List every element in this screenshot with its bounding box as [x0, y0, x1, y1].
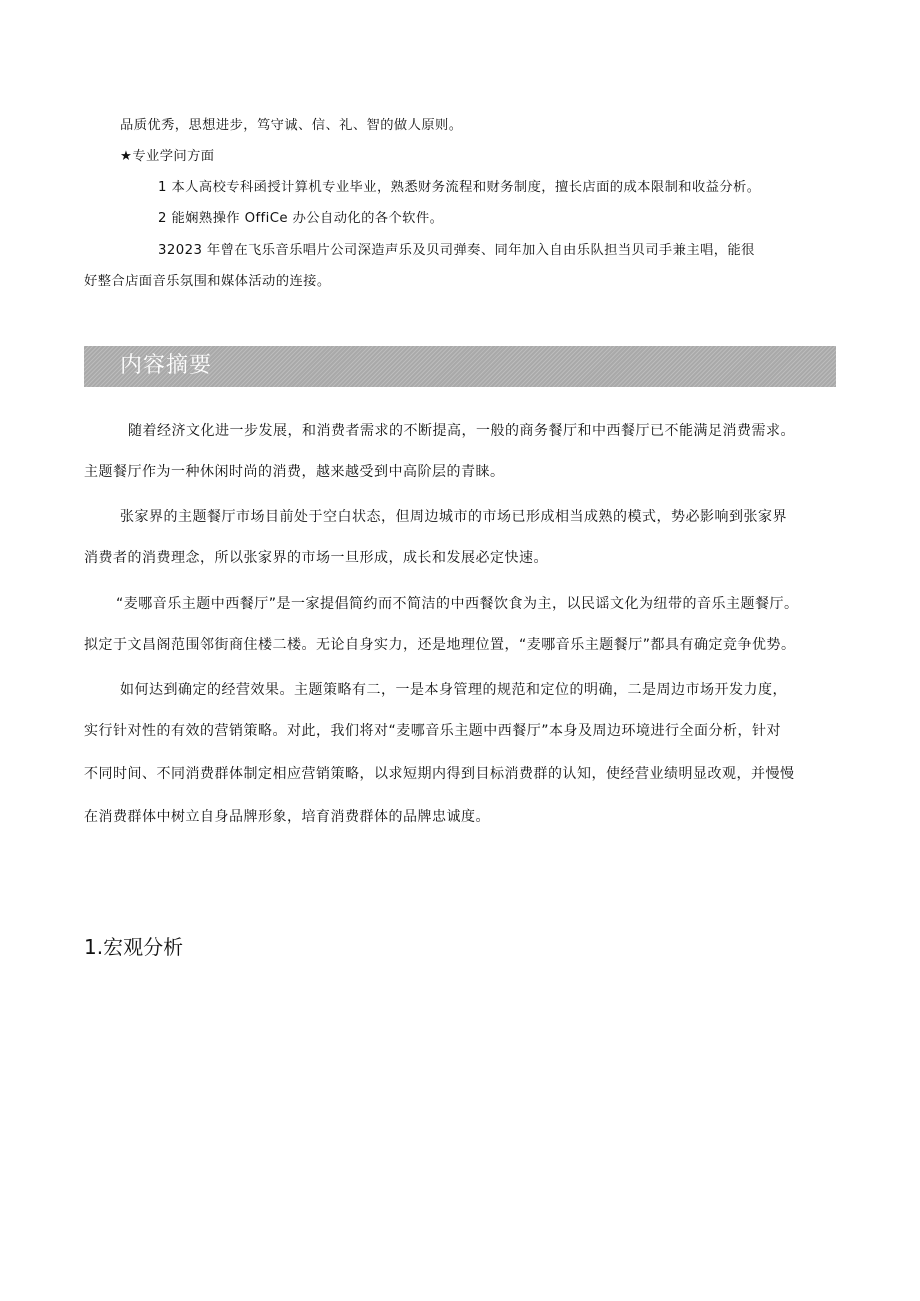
summary-paragraph-2-line-2: 消费者的消费理念，所以张家界的市场一旦形成，成长和发展必定快速。	[84, 550, 548, 566]
summary-section-bar	[84, 346, 836, 387]
summary-paragraph-3-line-1: “麦哪音乐主题中西餐厅”是一家提倡简约而不简洁的中西餐饮食为主，以民谣文化为纽带的音乐主题餐厅。	[116, 596, 799, 612]
summary-paragraph-4-line-1: 如何达到确定的经营效果。主题策略有二，一是本身管理的规范和定位的明确，二是周边市场开发力度，	[120, 682, 787, 698]
character-line: 品质优秀，思想进步，笃守诚、信、礼、智的做人原则。	[120, 118, 463, 133]
skills-heading: ★专业学问方面	[120, 149, 215, 164]
skill-item-3-line-2: 好整合店面音乐氛围和媒体活动的连接。	[84, 274, 331, 289]
summary-paragraph-3-line-2: 拟定于文昌阁范围邻街商住楼二楼。无论自身实力，还是地理位置，“麦哪音乐主题餐厅”都具有确定竞争优势。	[84, 637, 796, 653]
summary-title: 内容摘要	[120, 353, 213, 378]
summary-paragraph-4-line-4: 在消费群体中树立自身品牌形象，培育消费群体的品牌忠诚度。	[84, 809, 490, 825]
skill-item-3-line-1: 32023 年曾在飞乐音乐唱片公司深造声乐及贝司弹奏、同年加入自由乐队担当贝司手兼主唱，能很	[158, 243, 755, 258]
summary-paragraph-4-line-3: 不同时间、不同消费群体制定相应营销策略，以求短期内得到目标消费群的认知，使经营业绩明显改观，并慢慢	[84, 766, 795, 782]
summary-paragraph-1-line-2: 主题餐厅作为一种休闲时尚的消费，越来越受到中高阶层的青睐。	[84, 464, 505, 480]
macro-analysis-heading: 1.宏观分析	[84, 935, 184, 959]
summary-paragraph-1-line-1: 随着经济文化进一步发展，和消费者需求的不断提高，一般的商务餐厅和中西餐厅已不能满足消费需求。	[128, 423, 795, 439]
skill-item-1: 1 本人高校专科函授计算机专业毕业，熟悉财务流程和财务制度，擅长店面的成本限制和收益分析。	[158, 180, 761, 195]
skill-item-2: 2 能娴熟操作 OffiCe 办公自动化的各个软件。	[158, 211, 444, 226]
summary-paragraph-4-line-2: 实行针对性的有效的营销策略。对此，我们将对“麦哪音乐主题中西餐厅”本身及周边环境进行全面分析，针对	[84, 723, 782, 739]
summary-paragraph-2-line-1: 张家界的主题餐厅市场目前处于空白状态，但周边城市的市场已形成相当成熟的模式，势必影响到张家界	[120, 509, 787, 525]
